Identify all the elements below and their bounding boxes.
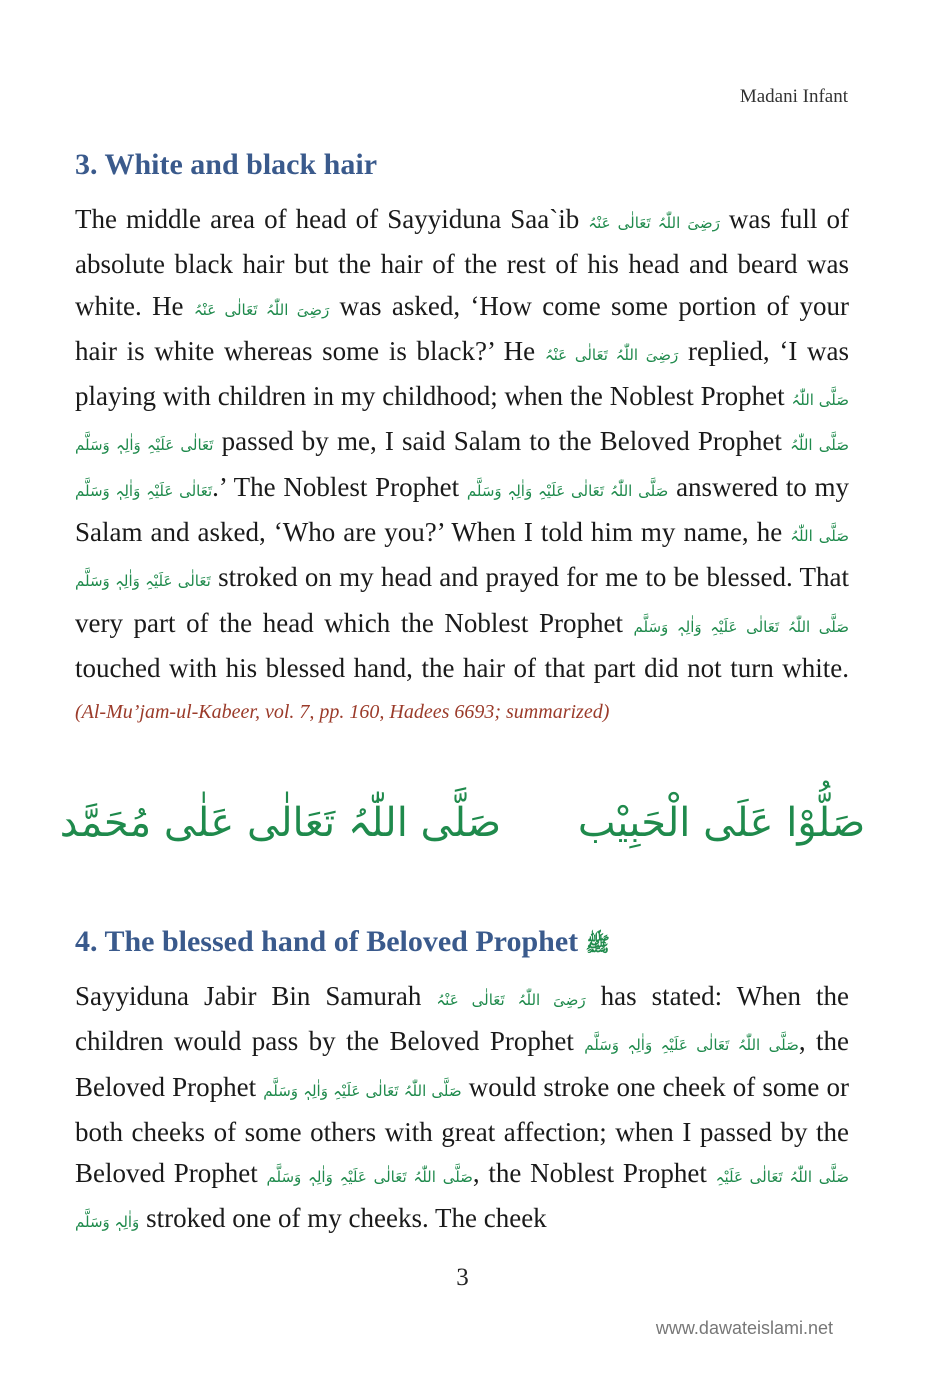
radi-honorific: رَضِیَ اللّٰہُ تَعَالٰی عَنْہُ bbox=[588, 214, 720, 232]
text-run: stroked one of my cheeks. The cheek bbox=[146, 1203, 547, 1234]
text-run: The middle area of head of Sayyiduna Saa`ib bbox=[75, 204, 580, 234]
salla-honorific: صَلَّی اللّٰہُ تَعَالٰی عَلَیْہِ وَاٰلِہٖ وَسَلَّم bbox=[266, 1168, 473, 1187]
text-run: would stroke one cheek of some or both cheeks of some others with great affection; when I passed by the Beloved Prophet bbox=[75, 1071, 850, 1189]
salla-glyph: ﷺ bbox=[585, 932, 610, 956]
page-number: 3 bbox=[456, 1264, 469, 1291]
salla-honorific: صَلَّی اللّٰہُ تَعَالٰی عَلَیْہِ وَاٰلِہٖ وَسَلَّم bbox=[584, 1036, 799, 1055]
salla-honorific: صَلَّی اللّٰہُ تَعَالٰی عَلَیْہِ وَاٰلِہٖ وَسَلَّم bbox=[75, 1168, 849, 1232]
website-link[interactable]: www.dawateislami.net bbox=[655, 1318, 833, 1338]
salla-honorific: صَلَّی اللّٰہُ تَعَالٰی عَلَیْہِ وَاٰلِہٖ وَسَلَّم bbox=[263, 1081, 462, 1100]
text-run: has stated: When the children would pass by the Beloved Prophet bbox=[75, 981, 850, 1057]
text-run: was asked, ‘How come some portion of your hair is white whereas some is black?’ He bbox=[75, 290, 849, 366]
salla-honorific: صَلَّی اللّٰہُ تَعَالٰی عَلَیْہِ وَاٰلِہٖ وَسَلَّم bbox=[75, 527, 850, 591]
text-run: replied, ‘I was playing with children in my childhood; when the Noblest Prophet bbox=[75, 335, 850, 412]
radi-honorific: رَضِیَ اللّٰہُ تَعَالٰی عَنْہُ bbox=[193, 300, 330, 319]
section-heading-4 bbox=[75, 925, 610, 961]
radi-honorific: رَضِیَ اللّٰہُ تَعَالٰی عَنْہُ bbox=[436, 991, 586, 1009]
section-heading-3: 3. White and black hair bbox=[75, 148, 378, 181]
text-run: , the Beloved Prophet bbox=[75, 1026, 849, 1102]
salla-honorific: صَلَّی اللّٰہُ تَعَالٰی عَلَیْہِ وَاٰلِہٖ وَسَلَّم bbox=[633, 617, 850, 636]
text-run: , the Noblest Prophet bbox=[472, 1158, 707, 1189]
text-run: .’ The Noblest Prophet bbox=[212, 471, 460, 502]
text-run: touched with his blessed hand, the hair of that part did not turn white. bbox=[75, 652, 849, 683]
durood-part-1: صَلُّوْا عَلَی الْحَبِیْب bbox=[577, 800, 866, 846]
text-run: Sayyiduna Jabir Bin Samurah bbox=[75, 981, 422, 1011]
text-run: answered to my Salam and asked, ‘Who are you?’ When I told him my name, he bbox=[75, 471, 850, 548]
durood-part-2: صَلَّی اللّٰہُ تَعَالٰی عَلٰی مُحَمَّد bbox=[59, 800, 502, 846]
section-4-paragraph bbox=[75, 976, 849, 1244]
durood-sharif bbox=[0, 800, 925, 846]
text-run: stroked on my head and prayed for me to be blessed. That very part of the head which the Noblest Prophet bbox=[75, 562, 850, 638]
hadith-citation: (Al-Mu’jam-ul-Kabeer, vol. 7, pp. 160, Hadees 6693; summarized) bbox=[75, 701, 610, 724]
radi-honorific: رَضِیَ اللّٰہُ تَعَالٰی عَنْہُ bbox=[544, 345, 679, 364]
text-run: passed by me, I said Salam to the Beloved Prophet bbox=[221, 426, 782, 457]
running-header: Madani Infant bbox=[739, 86, 848, 107]
heading-text: 4. The blessed hand of Beloved Prophet bbox=[75, 925, 579, 958]
salla-honorific: صَلَّی اللّٰہُ تَعَالٰی عَلَیْہِ وَاٰلِہٖ وَسَلَّم bbox=[466, 481, 669, 500]
salla-honorific: صَلَّی اللّٰہُ تَعَالٰی عَلَیْہِ وَاٰلِہٖ وَسَلَّم bbox=[75, 436, 849, 500]
salla-honorific: صَلَّی اللّٰہُ تَعَالٰی عَلَیْہِ وَاٰلِہٖ وَسَلَّم bbox=[75, 391, 850, 455]
section-3-paragraph bbox=[75, 199, 849, 734]
text-run: was full of absolute black hair but the hair of the rest of his head and beard was white. He bbox=[75, 204, 849, 321]
